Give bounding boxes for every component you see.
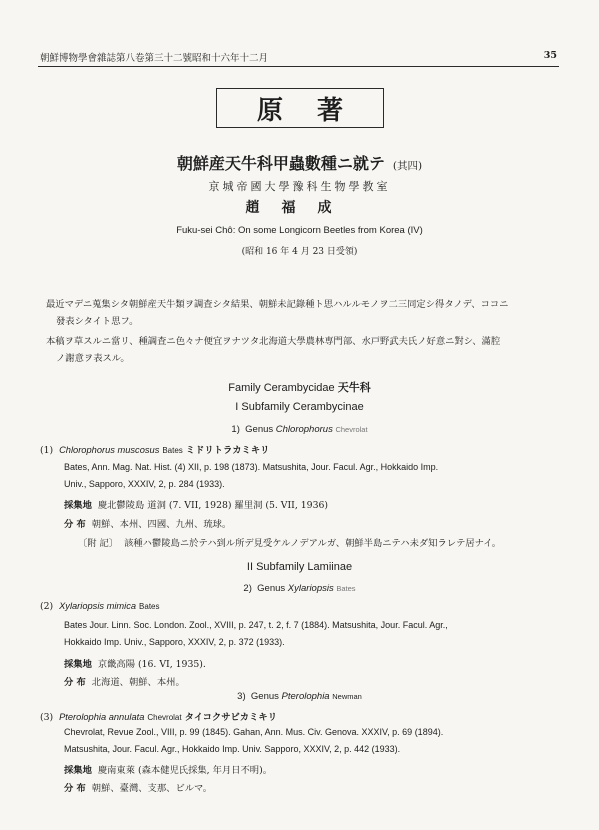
genus-3-num: 3) [237,691,246,702]
genus-3-author: Newman [332,692,362,701]
species-3-ref-1: Chevrolat, Revue Zool., VIII, p. 99 (1845). Gahan, Ann. Mus. Civ. Genova. XXXIV, p. 69 (1894). [64,727,444,737]
genus-1-label: Genus [245,424,274,435]
subfamily-2-heading: II Subfamily Lamiinae [246,561,353,573]
species-2-locality-text: 京畿高陽 (16. VI, 1935). [97,659,206,670]
species-3-heading [40,709,277,723]
species-2-distribution-label: 分 布 [64,677,86,688]
intro-line-1: 最近マデニ蒐集シタ朝鮮産天牛類ヲ調査シタ結果、朝鮮未記錄種ト思ハルルモノヲ二三同定シ得タノデ、ココニ [46,299,509,310]
genus-2-author: Bates [336,584,356,593]
article-title-main: 朝鮮産天牛科甲蟲數種ニ就テ [176,154,385,173]
article-part: (其四) [392,160,423,172]
species-1-num: (1) [40,445,54,456]
species-2-author: Bates [139,602,160,611]
species-2-name: Xylariopsis mimica [59,601,137,611]
species-1-distribution [64,516,231,530]
species-1-distribution-label: 分 布 [64,519,86,530]
species-3-distribution-text: 朝鮮、臺灣、支那、ビルマ。 [91,783,213,794]
page-number: 35 [543,50,557,61]
species-1-note-text: 該種ハ鬱陵島ニ於テハ到ル所デ見受ケルノデアルガ、朝鮮半島ニテハ未ダ知ラレテ居ナイ。 [124,538,502,549]
section-heading: 原著 [256,95,377,126]
species-1-note [78,535,501,549]
species-3-distribution [64,780,212,794]
received-date: (昭和 16 年 4 月 23 日受領) [241,247,358,257]
family-heading [0,379,599,395]
running-header [40,50,557,64]
species-3-jp-name: タイコクサビカミキリ [184,712,277,723]
species-3-locality [64,762,272,776]
intro-line-2: 發表シタイト思フ。 [56,316,139,327]
species-3-author: Chevrolat [147,713,182,722]
subfamily-1-heading: I Subfamily Cerambycinae [235,401,364,413]
species-2-locality [64,656,206,670]
species-3-distribution-label: 分 布 [64,783,86,794]
species-2-heading [40,601,160,612]
species-2-distribution [64,674,185,688]
affiliation: 京城帝國大學豫科生物學教室 [208,180,391,193]
intro-line-4: ノ謝意ヲ表スル。 [56,353,130,364]
species-2-distribution-text: 北海道、朝鮮、本州。 [91,677,185,688]
family-jp: 天牛科 [337,381,371,394]
species-1-locality-text: 慶北鬱陵島 道洞 (7. VII, 1928) 羅里洞 (5. VII, 1936) [97,500,329,511]
species-2-ref-2: Hokkaido Imp. Univ., Sapporo, XXXIV, 2, p. 372 (1933). [64,637,285,647]
species-1-ref-1: Bates, Ann. Mag. Nat. Hist. (4) XII, p. 198 (1873). Matsushita, Jour. Facul. Agr., Hokkaido Imp. [64,462,439,472]
family-name: Family Cerambycidae [228,382,335,394]
species-3-num: (3) [40,712,54,723]
species-1-locality [64,497,328,511]
species-1-author: Bates [162,446,183,455]
journal-citation: 朝鮮博物學會雜誌第八卷第三十二號昭和十六年十二月 [40,53,269,64]
species-3-locality-label: 採集地 [64,765,92,776]
species-2-num: (2) [40,601,54,612]
species-1-distribution-text: 朝鮮、本州、四國、九州、琉球。 [91,519,232,530]
section-heading-box [216,88,384,128]
genus-1-num: 1) [231,424,240,435]
genus-1-author: Chevrolat [335,425,368,434]
genus-3-heading [0,691,599,702]
species-3-locality-text: 慶南東萊 (森本健児氏採集, 年月日不明)。 [97,765,272,776]
species-3-name: Pterolophia annulata [59,712,145,722]
species-1-name: Chlorophorus muscosus [59,445,160,455]
header-rule [38,66,559,67]
species-1-locality-label: 採集地 [64,500,92,511]
species-2-locality-label: 採集地 [64,659,92,670]
genus-2-name: Xylariopsis [287,583,334,594]
genus-1-name: Chlorophorus [275,424,333,435]
species-3-ref-2: Matsushita, Jour. Facul. Agr., Hokkaido Imp. Univ. Sapporo, XXXIV, 2, p. 442 (1933). [64,744,401,754]
article-title [0,151,599,174]
genus-2-num: 2) [243,583,252,594]
species-1-ref-2: Univ., Sapporo, XXXIV, 2, p. 284 (1933). [64,479,225,489]
author-name: 趙福成 [245,200,354,216]
genus-2-heading [0,583,599,594]
genus-3-label: Genus [250,691,279,702]
genus-3-name: Pterolophia [281,691,330,702]
genus-1-heading [0,424,599,435]
genus-2-label: Genus [257,583,286,594]
species-1-heading [40,442,269,456]
species-1-note-label: 〔附 記〕 [78,538,119,549]
english-title: Fuku-sei Chô: On some Longicorn Beetles from Korea (IV) [176,225,423,236]
species-1-jp-name: ミドリトラカミキリ [185,445,270,456]
intro-line-3: 本稿ヲ草スルニ當リ、種調査ニ色々ナ便宜ヲナツタ北海道大學農林専門部、水戸野武夫氏ノ好意ニ對シ、滿腔 [46,336,501,347]
species-2-ref-1: Bates Jour. Linn. Soc. London. Zool., XVIII, p. 247, t. 2, f. 7 (1884). Matsushita, Jour. Facul. Agr., [64,620,448,630]
